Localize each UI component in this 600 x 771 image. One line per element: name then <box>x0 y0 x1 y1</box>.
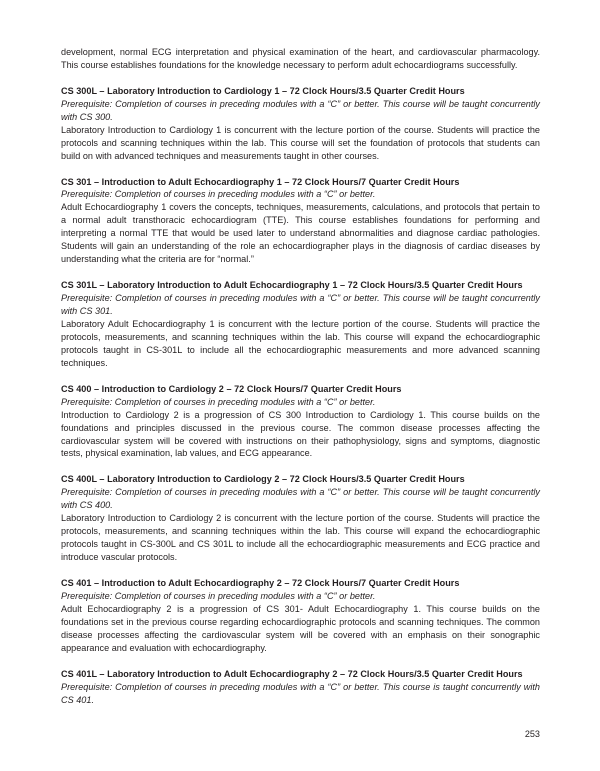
intro-paragraph: development, normal ECG interpretation and physical examination of the heart, and cardiovascular pharmacology. This course establishes foundations for the knowledge necessary to perform adult echocardiograms successfully. <box>61 47 540 70</box>
course-entry-cs300l <box>61 85 540 163</box>
paragraph-spacer <box>61 163 540 176</box>
course-heading: CS 400 – Introduction to Cardiology 2 – 72 Clock Hours/7 Quarter Credit Hours <box>61 383 402 394</box>
course-entry-cs301l <box>61 279 540 370</box>
course-description: Laboratory Adult Echocardiography 1 is concurrent with the lecture portion of the course. Students will practice the protocols, measurements, and scanning techniques within the lab. This course will expand the echocardiographic protocols taught in CS-301L to include all the echocardiographic measurements and more advanced scanning techniques. <box>61 318 540 368</box>
course-description: Laboratory Introduction to Cardiology 2 is concurrent with the lecture portion of the course. Students will practice the protocols, measurements, and scanning techniques within the lab. This course will expand the echocardiographic protocols taught in CS-300L and CS 301L to include all the echocardiographic measurements and ECG practice and introduce vascular protocols. <box>61 513 540 563</box>
course-description: Adult Echocardiography 2 is a progression of CS 301- Adult Echocardiography 1. This course builds on the foundations set in the previous course regarding echocardiographic protocols and scanning techniques. The common disease processes affecting the cardiovascular system will be covered with an emphasis on their sonographic appearance and evaluation with echocardiography. <box>61 603 540 653</box>
course-heading: CS 301 – Introduction to Adult Echocardiography 1 – 72 Clock Hours/7 Quarter Credit Hours <box>61 176 460 187</box>
course-heading: CS 400L – Laboratory Introduction to Cardiology 2 – 72 Clock Hours/3.5 Quarter Credit Hours <box>61 474 465 485</box>
course-description: Laboratory Introduction to Cardiology 1 is concurrent with the lecture portion of the course. Students will practice the protocols and scanning techniques within the lab. This course will set the foundation of protocols that students can build on with advanced techniques and measurements taught in other courses. <box>61 124 540 161</box>
course-entry-cs400l <box>61 473 540 564</box>
paragraph-spacer <box>61 266 540 279</box>
paragraph-spacer <box>61 72 540 85</box>
paragraph-spacer <box>61 564 540 577</box>
paragraph-spacer <box>61 370 540 383</box>
course-prerequisite: Prerequisite: Completion of courses in preceding modules with a “C” or better. <box>61 396 376 407</box>
course-heading: CS 401 – Introduction to Adult Echocardiography 2 – 72 Clock Hours/7 Quarter Credit Hours <box>61 577 460 588</box>
course-prerequisite: Prerequisite: Completion of courses in preceding modules with a “C” or better. <box>61 189 376 200</box>
course-description: Introduction to Cardiology 2 is a progression of CS 300 Introduction to Cardiology 1. This course builds on the foundations and principles discussed in the previous course. The common disease processes affecting the cardiovascular system will be covered with instructions on their pathophysiology, signs and symptoms, diagnostic tests, physical examination, lab values, and ECG appearance. <box>61 409 540 459</box>
paragraph-spacer <box>61 460 540 473</box>
page-content <box>61 46 540 707</box>
course-prerequisite: Prerequisite: Completion of courses in preceding modules with a “C” or better. <box>61 590 376 601</box>
course-prerequisite: Prerequisite: Completion of courses in preceding modules with a “C” or better. This course will be taught concurrently with CS 301. <box>61 293 540 317</box>
page-number: 253 <box>524 729 540 739</box>
course-entry-cs301 <box>61 176 540 267</box>
course-prerequisite: Prerequisite: Completion of courses in preceding modules with a “C” or better. This course is taught concurrently with CS 401. <box>61 681 540 705</box>
course-prerequisite: Prerequisite: Completion of courses in preceding modules with a “C” or better. This course will be taught concurrently with CS 400. <box>61 487 540 511</box>
course-heading: CS 300L – Laboratory Introduction to Cardiology 1 – 72 Clock Hours/3.5 Quarter Credit Hours <box>61 85 465 96</box>
course-entry-cs401 <box>61 577 540 655</box>
course-heading: CS 401L – Laboratory Introduction to Adult Echocardiography 2 – 72 Clock Hours/3.5 Quarter Credit Hours <box>61 668 523 679</box>
course-prerequisite: Prerequisite: Completion of courses in preceding modules with a “C” or better. This course will be taught concurrently with CS 300. <box>61 98 540 122</box>
course-entry-cs401l <box>61 668 540 707</box>
course-description: Adult Echocardiography 1 covers the concepts, techniques, measurements, calculations, and protocols that pertain to a normal adult transthoracic echocardiogram (TTE). This course establishes foundations for performing and interpreting a normal TTE that would be used later to understand abnormalities and diagnose cardiac pathologies. Students will gain an understanding of the role an echocardiographer plays in the diagnosis of cardiac diseases by understanding what the criteria are for “normal.” <box>61 202 540 265</box>
course-entry-cs400 <box>61 383 540 461</box>
paragraph-spacer <box>61 655 540 668</box>
course-heading: CS 301L – Laboratory Introduction to Adult Echocardiography 1 – 72 Clock Hours/3.5 Quarter Credit Hours <box>61 280 523 291</box>
